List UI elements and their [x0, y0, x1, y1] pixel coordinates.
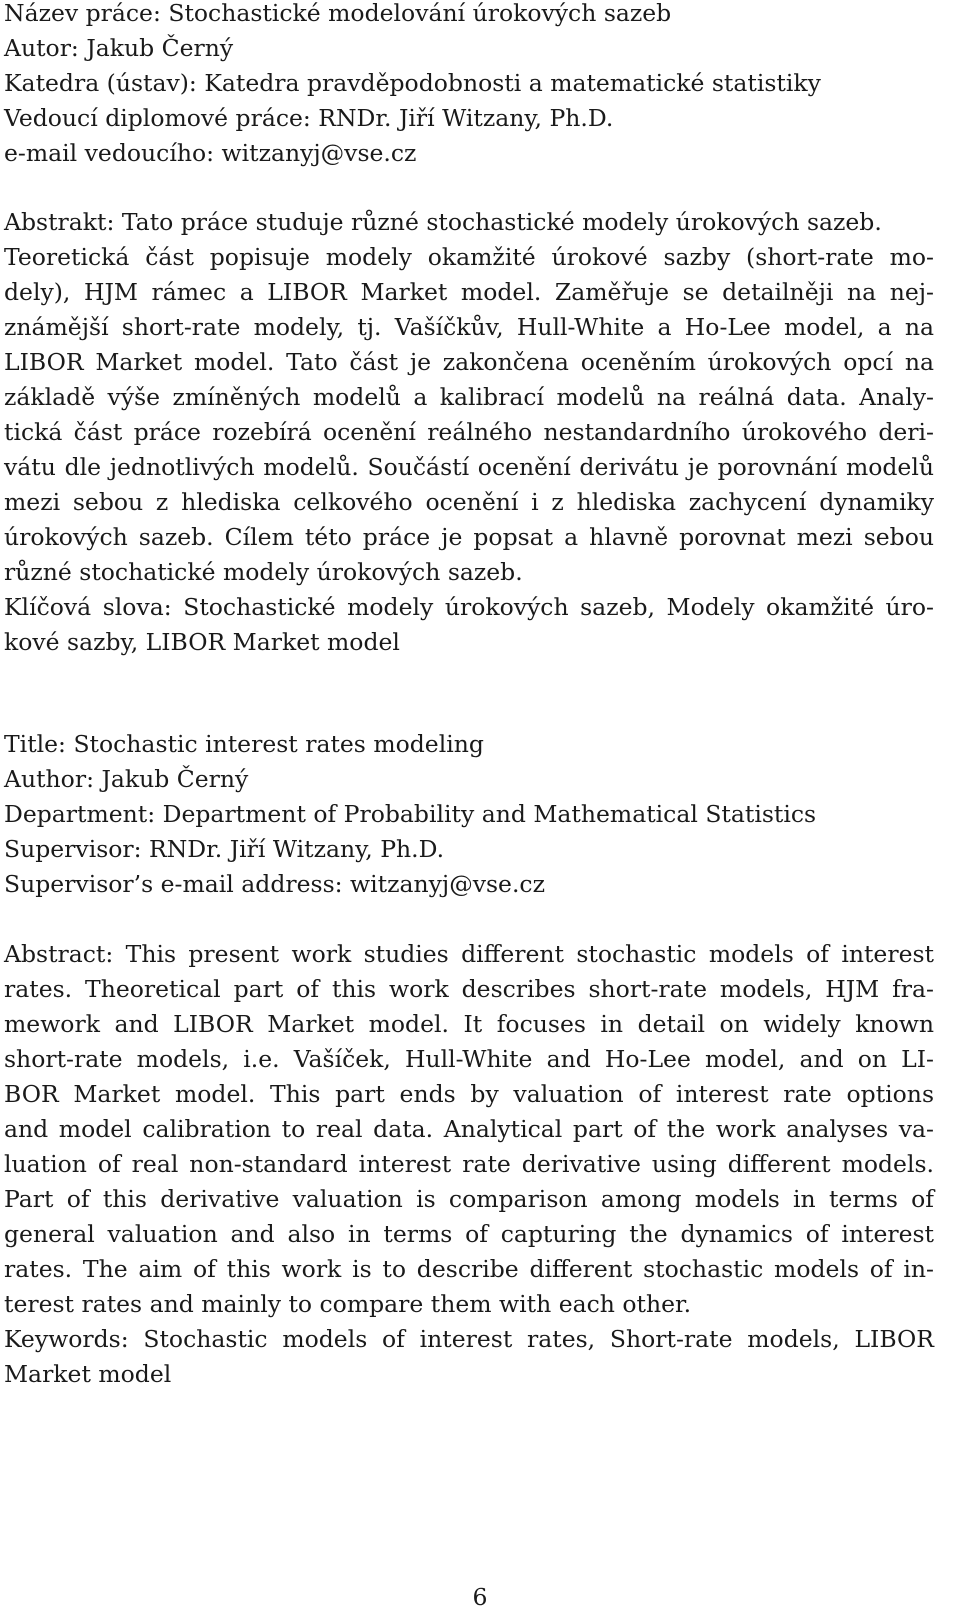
english-email-line: Supervisor’s e-mail address: witzanyj@vse.cz [4, 870, 545, 898]
czech-email-line: e-mail vedoucího: witzanyj@vse.cz [4, 139, 417, 167]
czech-abstract-line: mezi sebou z hlediska celkového ocenění i z hlediska zachycení dynamiky [4, 488, 934, 516]
english-abstract-line: Part of this derivative valuation is comparison among models in terms of [4, 1185, 934, 1213]
czech-title-line: Název práce: Stochastické modelování úrokových sazeb [4, 0, 672, 27]
english-abstract-line: BOR Market model. This part ends by valuation of interest rate options [4, 1080, 934, 1108]
czech-abstract-line: vátu dle jednotlivých modelů. Součástí ocenění derivátu je porovnání modelů [4, 453, 934, 481]
czech-keywords-line: Klíčová slova: Stochastické modely úrokových sazeb, Modely okamžité úro- [4, 593, 934, 621]
czech-abstract-line: dely), HJM rámec a LIBOR Market model. Zaměřuje se detailněji na nej- [4, 278, 934, 306]
czech-abstract-line: LIBOR Market model. Tato část je zakončena oceněním úrokových opcí na [4, 348, 934, 376]
english-abstract-line: and model calibration to real data. Analytical part of the work analyses va- [4, 1115, 934, 1143]
english-abstract-line: short-rate models, i.e. Vašíček, Hull-White and Ho-Lee model, and on LI- [4, 1045, 934, 1073]
czech-author-line: Autor: Jakub Černý [4, 34, 234, 62]
english-keywords-line: Market model [4, 1360, 172, 1388]
english-abstract-line: luation of real non-standard interest rate derivative using different models. [4, 1150, 934, 1178]
english-abstract-line: general valuation and also in terms of capturing the dynamics of interest [4, 1220, 934, 1248]
english-keywords-line: Keywords: Stochastic models of interest rates, Short-rate models, LIBOR [4, 1325, 934, 1353]
english-supervisor-line: Supervisor: RNDr. Jiří Witzany, Ph.D. [4, 835, 445, 863]
english-abstract-line: rates. Theoretical part of this work describes short-rate models, HJM fra- [4, 975, 934, 1003]
czech-abstract-line: základě výše zmíněných modelů a kalibrací modelů na reálná data. Analy- [4, 383, 934, 411]
english-abstract-line: Abstract: This present work studies different stochastic models of interest [4, 940, 934, 968]
czech-abstract-line: tická část práce rozebírá ocenění reálného nestandardního úrokového deri- [4, 418, 934, 446]
english-department-line: Department: Department of Probability and Mathematical Statistics [4, 800, 817, 828]
czech-abstract-line: Abstrakt: Tato práce studuje různé stochastické modely úrokových sazeb. [4, 208, 882, 236]
czech-abstract-line: úrokových sazeb. Cílem této práce je popsat a hlavně porovnat mezi sebou [4, 523, 934, 551]
czech-keywords-line: kové sazby, LIBOR Market model [4, 628, 400, 656]
english-title-line: Title: Stochastic interest rates modeling [4, 730, 484, 758]
czech-department-line: Katedra (ústav): Katedra pravděpodobnosti a matematické statistiky [4, 69, 821, 97]
english-abstract-line: rates. The aim of this work is to describe different stochastic models of in- [4, 1255, 934, 1283]
english-abstract-line: terest rates and mainly to compare them with each other. [4, 1290, 692, 1318]
czech-abstract-line: různé stochatické modely úrokových sazeb. [4, 558, 523, 586]
english-abstract-line: mework and LIBOR Market model. It focuses in detail on widely known [4, 1010, 934, 1038]
page-number: 6 [472, 1583, 488, 1611]
czech-abstract-line: Teoretická část popisuje modely okamžité úrokové sazby (short-rate mo- [4, 243, 934, 271]
czech-supervisor-line: Vedoucí diplomové práce: RNDr. Jiří Witzany, Ph.D. [4, 104, 614, 132]
czech-abstract-line: známější short-rate modely, tj. Vašíčkův, Hull-White a Ho-Lee model, a na [4, 313, 934, 341]
english-author-line: Author: Jakub Černý [4, 765, 249, 793]
